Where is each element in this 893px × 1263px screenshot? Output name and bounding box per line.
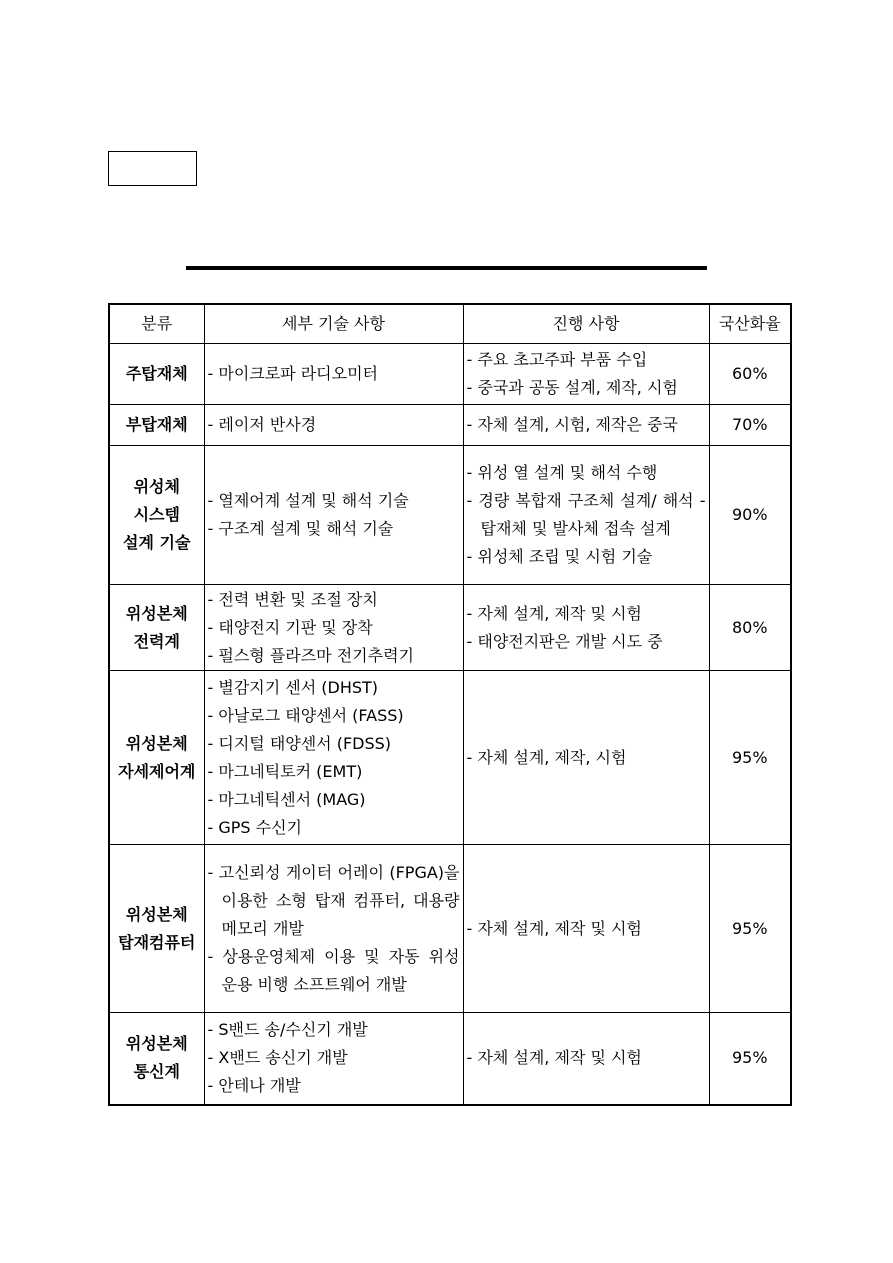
detail-item: - 디지털 태양센서 (FDSS) bbox=[207, 733, 392, 753]
progress-cell bbox=[463, 845, 709, 1013]
header-progress: 진행 사항 bbox=[463, 304, 709, 344]
progress-item: - 위성체 조립 및 시험 기술 bbox=[466, 547, 653, 566]
category-text: 위성본체 bbox=[125, 733, 188, 753]
detail-item: - 열제어계 설계 및 해석 기술 bbox=[207, 491, 409, 510]
details-cell bbox=[204, 671, 463, 845]
header-rate: 국산화율 bbox=[709, 304, 791, 344]
progress-item: - 자체 설계, 제작, 시험 bbox=[466, 747, 627, 767]
rate-cell: 70% bbox=[709, 405, 791, 446]
table-row bbox=[109, 585, 791, 671]
progress-cell bbox=[463, 344, 709, 405]
detail-item: - 태양전지 기판 및 장착 bbox=[207, 617, 373, 637]
table-row bbox=[109, 845, 791, 1013]
rate-cell: 95% bbox=[709, 671, 791, 845]
rate-cell: 95% bbox=[709, 845, 791, 1013]
progress-cell bbox=[463, 446, 709, 585]
category-text: 시스템 bbox=[133, 505, 180, 524]
category-text: 위성체 bbox=[133, 477, 180, 496]
rate-cell: 80% bbox=[709, 585, 791, 671]
details-cell bbox=[204, 446, 463, 585]
header-row bbox=[109, 304, 791, 344]
detail-item: - S밴드 송/수신기 개발 bbox=[207, 1020, 368, 1040]
detail-item: - 구조계 설계 및 해석 기술 bbox=[207, 519, 394, 538]
detail-item: - 펄스형 플라즈마 전기추력기 bbox=[207, 645, 415, 665]
category-text: 설계 기술 bbox=[123, 533, 191, 552]
details-cell bbox=[204, 845, 463, 1013]
title-rule bbox=[186, 266, 707, 270]
header-details: 세부 기술 사항 bbox=[204, 304, 463, 344]
table-row bbox=[109, 1013, 791, 1105]
category-text: 전력계 bbox=[133, 631, 180, 651]
details-cell bbox=[204, 585, 463, 671]
category-text: 주탑재체 bbox=[125, 364, 188, 383]
label-box bbox=[108, 151, 197, 186]
progress-item: - 태양전지판은 개발 시도 중 bbox=[466, 631, 663, 651]
category-text: 위성본체 bbox=[125, 603, 188, 623]
table-row bbox=[109, 405, 791, 446]
category-cell bbox=[109, 446, 204, 585]
progress-item: - 주요 초고주파 부품 수입 bbox=[466, 350, 648, 369]
progress-item: - 자체 설계, 제작 및 시험 bbox=[466, 918, 642, 938]
table-row bbox=[109, 344, 791, 405]
category-cell bbox=[109, 585, 204, 671]
category-text: 통신계 bbox=[133, 1062, 180, 1082]
progress-item: - 위성 열 설계 및 해석 수행 bbox=[466, 463, 658, 482]
detail-item: - 레이저 반사경 bbox=[207, 415, 317, 434]
detail-item: - GPS 수신기 bbox=[207, 817, 303, 837]
category-cell bbox=[109, 845, 204, 1013]
category-text: 탑재컴퓨터 bbox=[118, 932, 196, 952]
detail-item: - 마이크로파 라디오미터 bbox=[207, 364, 379, 383]
progress-item: - 자체 설계, 시험, 제작은 중국 bbox=[466, 415, 678, 434]
category-cell bbox=[109, 405, 204, 446]
category-text: 자세제어계 bbox=[118, 761, 196, 781]
rate-cell: 60% bbox=[709, 344, 791, 405]
progress-cell bbox=[463, 671, 709, 845]
detail-item: - X밴드 송신기 개발 bbox=[207, 1048, 348, 1068]
table-row bbox=[109, 446, 791, 585]
progress-item: - 자체 설계, 제작 및 시험 bbox=[466, 603, 642, 623]
progress-item: - 경량 복합재 구조체 설계/ 해석 -탑재체 및 발사체 접속 설계 bbox=[466, 491, 706, 538]
details-cell bbox=[204, 405, 463, 446]
category-text: 부탑재체 bbox=[125, 415, 188, 434]
progress-item: - 자체 설계, 제작 및 시험 bbox=[466, 1048, 642, 1068]
category-text: 위성본체 bbox=[125, 904, 188, 924]
rate-cell: 90% bbox=[709, 446, 791, 585]
category-cell bbox=[109, 344, 204, 405]
details-cell bbox=[204, 344, 463, 405]
category-cell bbox=[109, 671, 204, 845]
detail-item: - 아날로그 태양센서 (FASS) bbox=[207, 705, 404, 725]
detail-item: - 안테나 개발 bbox=[207, 1076, 301, 1096]
detail-item: - 상용운영체제 이용 및 자동 위성 운용 비행 소프트웨어 개발 bbox=[207, 946, 460, 994]
rate-cell: 95% bbox=[709, 1013, 791, 1105]
detail-item: - 마그네틱센서 (MAG) bbox=[207, 789, 366, 809]
detail-item: - 고신뢰성 게이터 어레이 (FPGA)을 이용한 소형 탑재 컴퓨터, 대용량 메모리 개발 bbox=[207, 862, 460, 938]
category-text: 위성본체 bbox=[125, 1034, 188, 1054]
progress-item: - 중국과 공동 설계, 제작, 시험 bbox=[466, 378, 678, 397]
details-cell bbox=[204, 1013, 463, 1105]
progress-cell bbox=[463, 405, 709, 446]
table-row bbox=[109, 671, 791, 845]
detail-item: - 마그네틱토커 (EMT) bbox=[207, 761, 363, 781]
category-cell bbox=[109, 1013, 204, 1105]
detail-item: - 전력 변환 및 조절 장치 bbox=[207, 589, 378, 609]
tech-table bbox=[108, 303, 792, 1106]
progress-cell bbox=[463, 585, 709, 671]
detail-item: - 별감지기 센서 (DHST) bbox=[207, 677, 379, 697]
progress-cell bbox=[463, 1013, 709, 1105]
header-category: 분류 bbox=[109, 304, 204, 344]
